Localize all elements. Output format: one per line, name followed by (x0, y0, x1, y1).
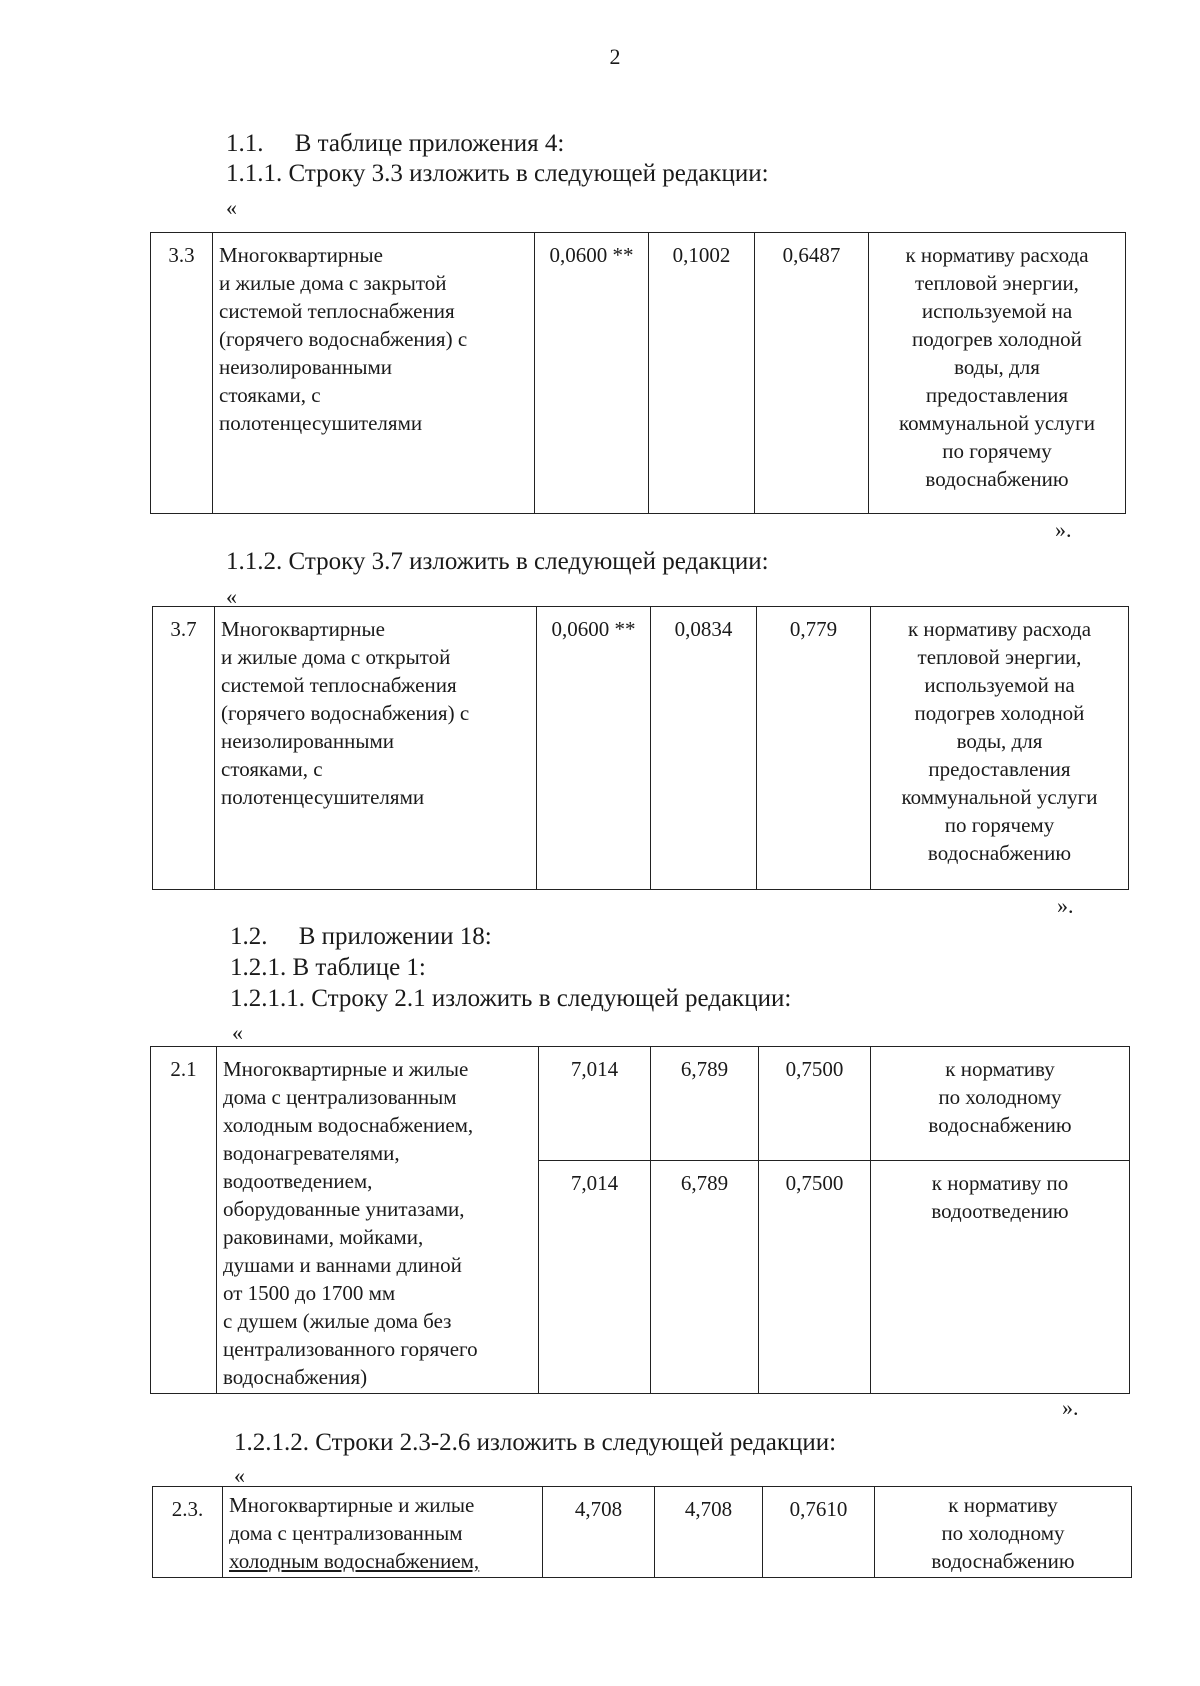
description-line: полотенцесушителями (219, 411, 423, 435)
note-line: коммунальной услуги (901, 785, 1098, 809)
value-2: 6,789 (651, 1047, 759, 1161)
description-line: (горячего водоснабжения) с (219, 327, 468, 351)
table-row-2-3 (152, 1486, 1132, 1578)
open-quote: « (232, 1020, 243, 1045)
row-number: 3.7 (153, 607, 215, 890)
note-line: тепловой энергии, (917, 645, 1082, 669)
value-1: 7,014 (539, 1161, 651, 1394)
description-line: и жилые дома с открытой (221, 645, 451, 669)
section-heading-1-1: 1.1. В таблице приложения 4: (226, 130, 565, 157)
value-1: 4,708 (543, 1487, 655, 1578)
description-line: водонагревателями, (223, 1141, 400, 1165)
value-3: 0,6487 (755, 233, 869, 514)
description-line: и жилые дома с закрытой (219, 271, 447, 295)
note-line: водоснабжению (928, 1113, 1072, 1137)
section-heading-1-1-2: 1.1.2. Строку 3.7 изложить в следующей редакции: (226, 548, 769, 575)
table-row-3-3 (150, 232, 1126, 514)
table-row-3-7 (152, 606, 1129, 890)
note-line: к нормативу по (931, 1171, 1069, 1195)
description-line: водоотведением, (223, 1169, 373, 1193)
value-1: 7,014 (539, 1047, 651, 1161)
description-line: Многоквартирные (221, 617, 385, 641)
value-2: 0,0834 (651, 607, 757, 890)
description-line: дома с централизованным (223, 1085, 457, 1109)
value-1: 0,0600 ** (537, 607, 651, 890)
row-number: 2.1 (151, 1047, 217, 1394)
note-line: воды, для (956, 729, 1043, 753)
open-quote: « (234, 1463, 245, 1488)
description-line: централизованного горячего (223, 1337, 478, 1361)
open-quote: « (226, 584, 237, 609)
note-line: тепловой энергии, (915, 271, 1079, 295)
row-description (223, 1487, 543, 1578)
note-line: водоотведению (931, 1199, 1069, 1223)
note-line: к нормативу расхода (907, 617, 1092, 641)
value-3: 0,7610 (763, 1487, 875, 1578)
row-note (871, 1161, 1130, 1394)
description-line: Многоквартирные (219, 243, 383, 267)
description-line: неизолированными (219, 355, 392, 379)
value-3: 0,779 (757, 607, 871, 890)
description-line: (горячего водоснабжения) с (221, 701, 470, 725)
value-3: 0,7500 (759, 1161, 871, 1394)
note-line: подогрев холодной (912, 327, 1082, 351)
description-line: дома с централизованным (229, 1521, 463, 1545)
note-line: предоставления (925, 383, 1069, 407)
table-row-2-1 (150, 1046, 1130, 1394)
description-line: Многоквартирные и жилые (229, 1493, 475, 1517)
section-heading-1-1-1: 1.1.1. Строку 3.3 изложить в следующей редакции: (226, 160, 769, 187)
description-line: душами и ваннами длиной (223, 1253, 462, 1277)
note-line: подогрев холодной (914, 701, 1085, 725)
section-heading-1-2-1-1: 1.2.1.1. Строку 2.1 изложить в следующей редакции: (230, 985, 792, 1012)
open-quote: « (226, 195, 237, 220)
row-note (869, 233, 1126, 514)
row-note (871, 607, 1129, 890)
description-line: от 1500 до 1700 мм (223, 1281, 396, 1305)
note-line: по горячему (942, 439, 1052, 463)
description-line: раковинами, мойками, (223, 1225, 424, 1249)
page-number: 2 (609, 44, 621, 69)
note-line: водоснабжению (931, 1549, 1075, 1573)
description-line: холодным водоснабжением, (229, 1549, 480, 1573)
description-line: Многоквартирные и жилые (223, 1057, 469, 1081)
section-heading-1-2-1: 1.2.1. В таблице 1: (230, 954, 426, 981)
note-line: водоснабжению (925, 467, 1069, 491)
row-number: 3.3 (151, 233, 213, 514)
description-line: оборудованные унитазами, (223, 1197, 465, 1221)
note-line: коммунальной услуги (899, 411, 1095, 435)
row-description (215, 607, 537, 890)
value-1: 0,0600 ** (535, 233, 649, 514)
close-quote: ». (1057, 893, 1074, 918)
section-heading-1-2: 1.2. В приложении 18: (230, 923, 492, 950)
description-line: с душем (жилые дома без (223, 1309, 452, 1333)
row-description (217, 1047, 539, 1394)
value-2: 6,789 (651, 1161, 759, 1394)
value-3: 0,7500 (759, 1047, 871, 1161)
note-line: водоснабжению (927, 841, 1072, 865)
row-description (213, 233, 535, 514)
note-line: используемой на (924, 673, 1075, 697)
row-number: 2.3. (153, 1487, 223, 1578)
note-line: воды, для (954, 355, 1040, 379)
value-2: 0,1002 (649, 233, 755, 514)
row-note (871, 1047, 1130, 1161)
description-line: системой теплоснабжения (219, 299, 455, 323)
note-line: используемой на (921, 299, 1073, 323)
description-line: водоснабжения) (223, 1365, 368, 1389)
close-quote: ». (1062, 1395, 1079, 1420)
description-line: полотенцесушителями (221, 785, 425, 809)
description-line: неизолированными (221, 729, 394, 753)
description-line: холодным водоснабжением, (223, 1113, 474, 1137)
row-note (875, 1487, 1132, 1578)
note-line: к нормативу (945, 1057, 1055, 1081)
note-line: по горячему (944, 813, 1055, 837)
description-line: стояками, с (221, 757, 323, 781)
note-line: к нормативу расхода (905, 243, 1089, 267)
note-line: по холодному (941, 1521, 1065, 1545)
close-quote: ». (1055, 517, 1072, 542)
section-heading-1-2-1-2: 1.2.1.2. Строки 2.3-2.6 изложить в следующей редакции: (234, 1429, 837, 1456)
value-2: 4,708 (655, 1487, 763, 1578)
description-line: стояками, с (219, 383, 321, 407)
note-line: к нормативу (948, 1493, 1058, 1517)
note-line: по холодному (938, 1085, 1062, 1109)
note-line: предоставления (928, 757, 1071, 781)
description-line: системой теплоснабжения (221, 673, 457, 697)
